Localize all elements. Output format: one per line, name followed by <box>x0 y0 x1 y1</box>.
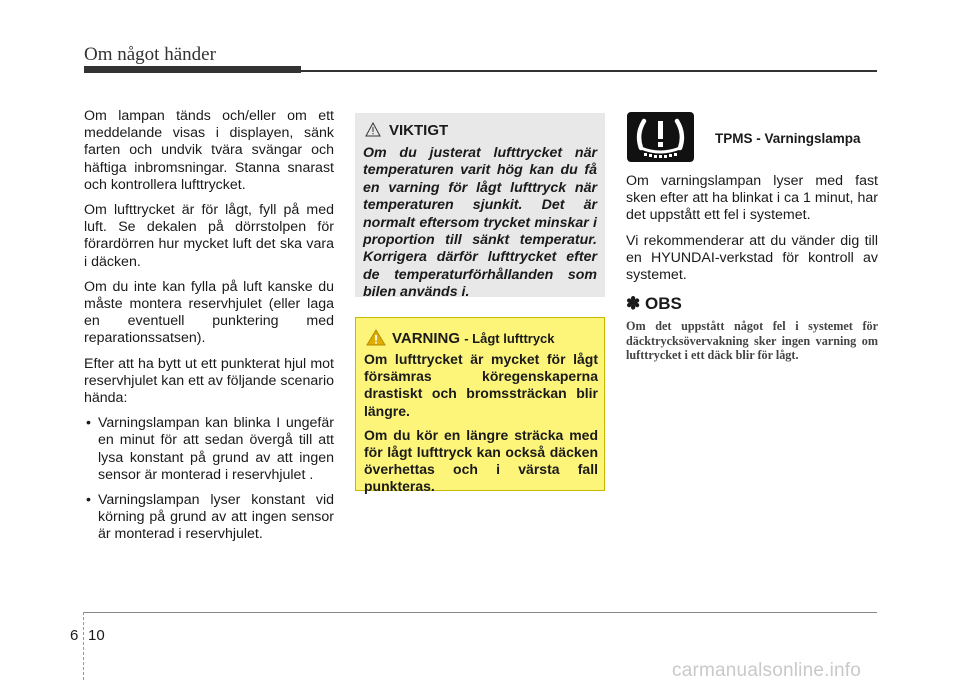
warning-box <box>355 317 605 495</box>
important-body: Om du justerat lufttrycket när temperaturen varit hög kan du få en varning för lågt lufttryck när temperaturen sjunkit. Det är normalt eftersom trycket minskar i proportion till sänkt temperatur. Korrigera därför lufttrycket efter de temperaturförhållanden som bilen används i. <box>363 145 597 301</box>
footer-divider <box>83 612 84 680</box>
list-item <box>84 492 334 544</box>
paragraph: Efter att ha bytt ut ett punkterat hjul mot reservhjulet kan ett av följande scenario hända: <box>84 355 334 407</box>
footer-rule <box>84 612 877 613</box>
column-right <box>626 173 878 292</box>
bullet-icon: • <box>86 415 91 432</box>
paragraph: Om lufttrycket är mycket för lågt försämras köregenskaperna drastiskt och bromssträckan blir längre. <box>364 351 598 419</box>
chapter-number: 6 <box>70 627 79 644</box>
warning-title-text: VARNING <box>392 330 461 347</box>
bullet-icon: • <box>86 492 91 509</box>
paragraph: Om lufttrycket är för lågt, fyll på med luft. Se dekalen på dörrstolpen för förardörren hur mycket luft det ska vara i däcken. <box>84 202 334 270</box>
warning-body <box>364 351 598 503</box>
tpms-warning-icon <box>627 112 694 162</box>
warning-title <box>366 329 555 347</box>
paragraph: Om lampan tänds och/eller om ett meddelande visas i displayen, sänk farten och undvik tvära svängar och häftiga inbromsningar. Stanna snarast och kontrollera lufttrycket. <box>84 108 334 193</box>
obs-title: ✽ OBS <box>626 294 682 313</box>
list-item-text: Varningslampan lyser konstant vid körning på grund av att ingen sensor är monterad i reservhjulet. <box>98 492 334 543</box>
list-item <box>84 415 334 484</box>
warning-subtitle: - Lågt lufttryck <box>464 331 555 346</box>
tpms-label: TPMS - Varningslampa <box>715 131 861 146</box>
paragraph: Om varningslampan lyser med fast sken efter att ha blinkat i ca 1 minut, har det uppstått ett fel i systemet. <box>626 173 878 224</box>
page-number: 10 <box>88 627 105 644</box>
header-rule-thin <box>301 70 877 72</box>
important-title-text: VIKTIGT <box>389 122 449 139</box>
important-notice-box <box>355 113 605 301</box>
paragraph: Om du inte kan fylla på luft kanske du måste montera reservhjulet (eller laga en eventuell punktering med reparationssatsen). <box>84 278 334 347</box>
column-left <box>84 108 334 552</box>
caution-triangle-icon <box>365 122 381 137</box>
header-rule-thick <box>84 66 301 73</box>
list-item-text: Varningslampan kan blinka I ungefär en minut för att sedan övergå till att lysa konstant på grund av att ingen sensor är monterad i reservhjulet . <box>98 415 334 483</box>
important-title <box>365 122 448 139</box>
watermark: carmanualsonline.info <box>672 660 862 681</box>
bullet-list <box>84 415 334 543</box>
paragraph: Om du kör en längre sträcka med för lågt lufttryck kan också däcken överhettas och i värsta fall punkteras. <box>364 426 598 495</box>
warning-triangle-icon <box>366 329 386 346</box>
paragraph: Vi rekommenderar att du vänder dig till en HYUNDAI-verkstad för kontroll av systemet. <box>626 232 878 284</box>
obs-body: Om det uppstått något fel i systemet för däcktrycksövervakning sker ingen varning om lufttrycket i ett däck blir för lågt. <box>626 319 878 362</box>
page-header-title: Om något händer <box>84 44 216 65</box>
